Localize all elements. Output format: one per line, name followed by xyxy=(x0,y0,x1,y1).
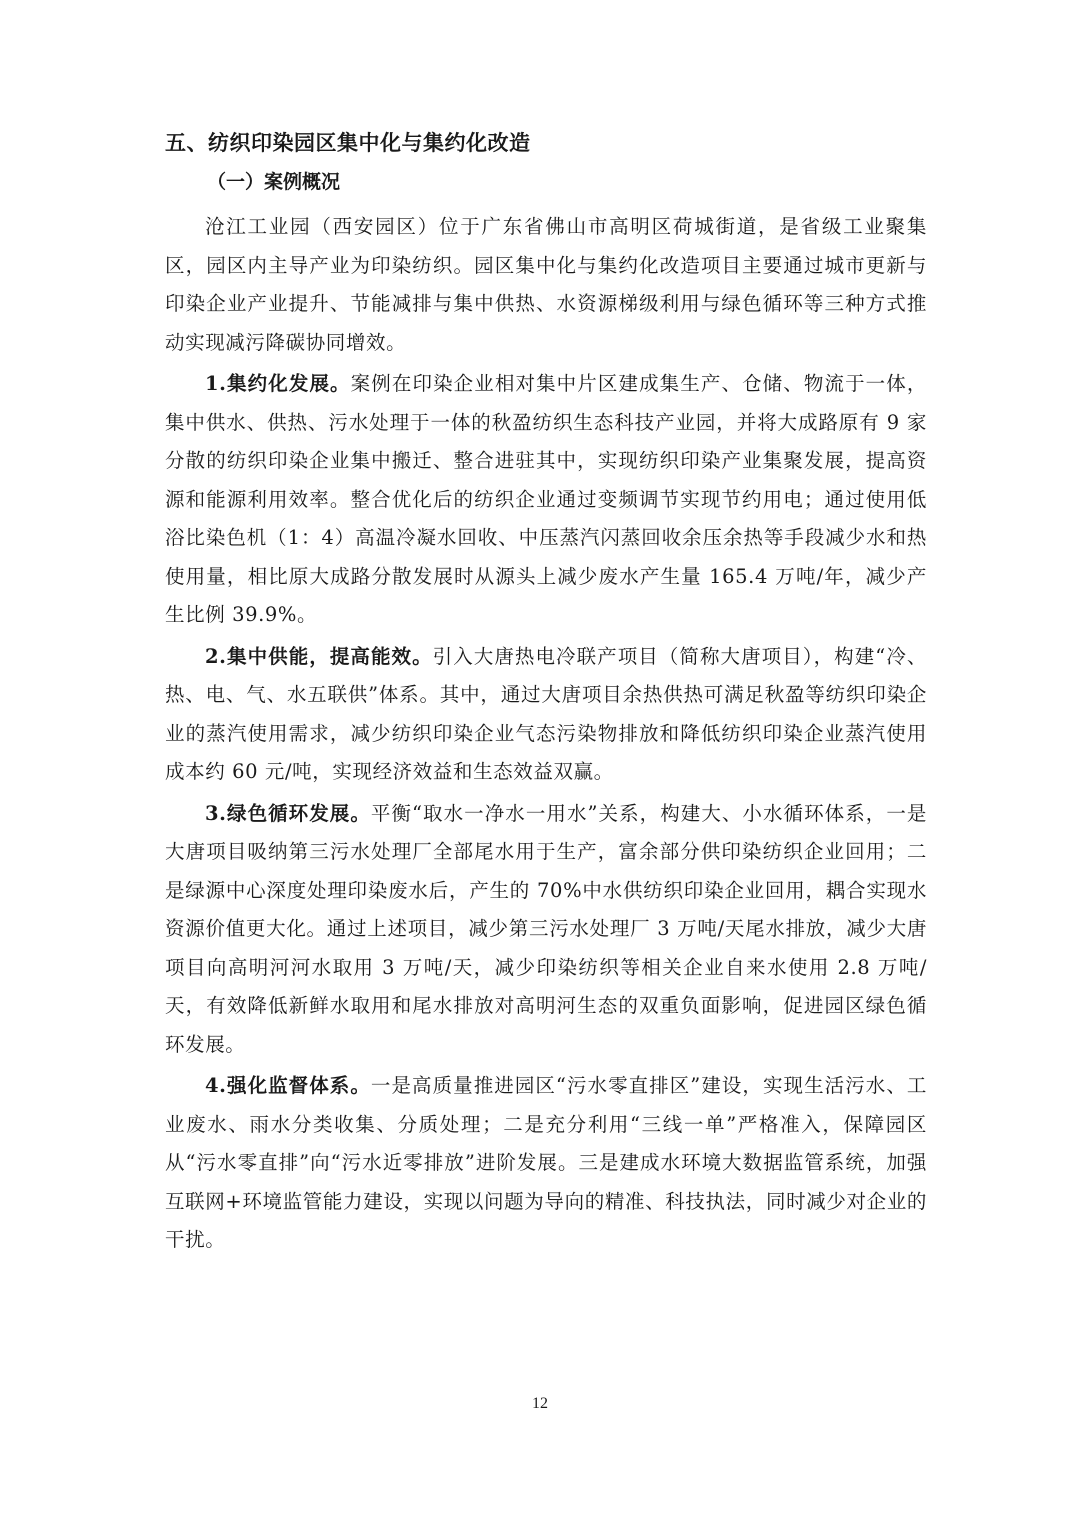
section-title: 五、纺织印染园区集中化与集约化改造 xyxy=(165,131,531,155)
paragraph-green-cycle-lead: 3.绿色循环发展。 xyxy=(205,801,371,825)
paragraph-intensive-development xyxy=(165,365,927,635)
paragraph-supervision-text: 一是高质量推进园区“污水零直排区”建设，实现生活污水、工业废水、雨水分类收集、分质处理；二是充分利用“三线一单”严格准入，保障园区从“污水零直排”向“污水近零排放”进阶发展。三是建成水环境大数据监管系统，加强互联网+环境监管能力建设，实现以问题为导向的精准、科技执法，同时减少对企业的干扰。 xyxy=(165,1074,927,1251)
paragraph-intensive-development-text: 案例在印染企业相对集中片区建成集生产、仓储、物流于一体，集中供水、供热、污水处理于一体的秋盈纺织生态科技产业园，并将大成路原有 9 家分散的纺织印染企业集中搬迁、整合进驻其中，实现纺织印染产业集聚发展，提高资源和能源利用效率。整合优化后的纺织企业通过变频调节实现节约用电；通过使用低浴比染色机（1：4）高温冷凝水回收、中压蒸汽闪蒸回收余压余热等手段减少水和热使用量，相比原大成路分散发展时从源头上减少废水产生量 165.4 万吨/年，减少产生比例 39.9%。 xyxy=(165,372,927,626)
paragraph-centralized-energy xyxy=(165,638,927,792)
paragraph-centralized-energy-lead: 2.集中供能，提高能效。 xyxy=(205,644,433,668)
paragraph-overview xyxy=(165,208,927,362)
paragraph-green-cycle-text: 平衡“取水一净水一用水”关系，构建大、小水循环体系，一是大唐项目吸纳第三污水处理厂全部尾水用于生产，富余部分供印染纺织企业回用；二是绿源中心深度处理印染废水后，产生的 70%中水供纺织印染企业回用，耦合实现水资源价值更大化。通过上述项目，减少第三污水处理厂 3 万吨/天尾水排放，减少大唐项目向高明河河水取用 3 万吨/天，减少印染纺织等相关企业自来水使用 2.8 万吨/天，有效降低新鲜水取用和尾水排放对高明河生态的双重负面影响，促进园区绿色循环发展。 xyxy=(165,801,927,1056)
paragraph-intensive-development-lead: 1.集约化发展。 xyxy=(205,372,351,395)
page-content xyxy=(165,124,927,1260)
paragraph-overview-text: 沧江工业园（西安园区）位于广东省佛山市高明区荷城街道，是省级工业聚集区，园区内主导产业为印染纺织。园区集中化与集约化改造项目主要通过城市更新与印染企业产业提升、节能减排与集中供热、水资源梯级利用与绿色循环等三种方式推动实现减污降碳协同增效。 xyxy=(165,215,927,354)
subsection-title: （一）案例概况 xyxy=(207,171,341,193)
page-number: 12 xyxy=(532,1395,548,1412)
paragraph-centralized-energy-text: 引入大唐热电冷联产项目（简称大唐项目），构建“冷、热、电、气、水五联供”体系。其中，通过大唐项目余热供热可满足秋盈等纺织印染企业的蒸汽使用需求，减少纺织印染企业气态污染物排放和降低纺织印染企业蒸汽使用成本约 60 元/吨，实现经济效益和生态效益双赢。 xyxy=(165,644,927,783)
paragraph-supervision-lead: 4.强化监督体系。 xyxy=(205,1074,371,1097)
paragraph-supervision xyxy=(165,1067,927,1260)
paragraph-green-cycle xyxy=(165,795,927,1065)
